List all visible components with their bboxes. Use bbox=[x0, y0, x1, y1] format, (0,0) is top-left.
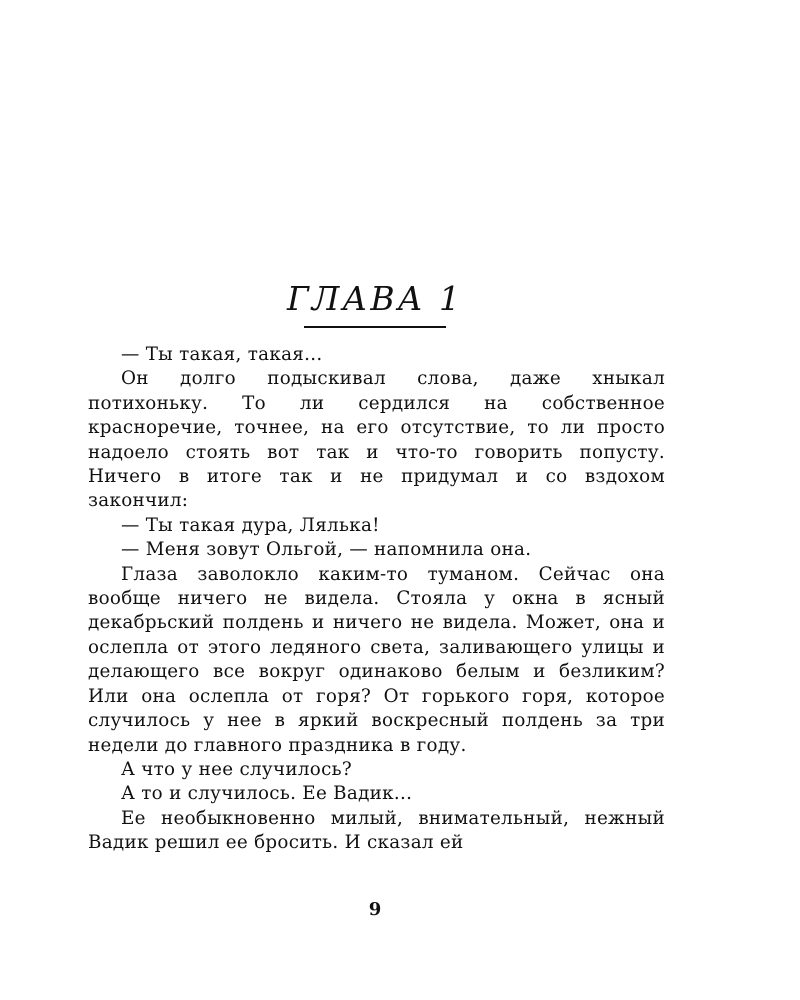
paragraph: А то и случилось. Ее Вадик... bbox=[121, 783, 413, 805]
paragraph: Ее необыкновенно милый, внимательный, нежный Вадик решил ее бросить. И сказал ей bbox=[88, 807, 665, 854]
body-text bbox=[88, 343, 665, 856]
paragraph: А что у нее случилось? bbox=[121, 758, 352, 780]
chapter-title: ГЛАВА 1 bbox=[286, 279, 464, 318]
chapter-title-underline bbox=[304, 326, 446, 328]
page-number: 9 bbox=[368, 899, 382, 920]
paragraph: — Ты такая дура, Лялька! bbox=[121, 514, 380, 536]
paragraph: — Меня зовут Ольгой, — напомнила она. bbox=[121, 539, 532, 561]
paragraph: — Ты такая, такая... bbox=[121, 344, 323, 365]
paragraph: Глаза заволокло каким-то туманом. Сейчас она вообще ничего не видела. Стояла у окна в ясный декабрьский полдень и ничего не видела. Может, она и ослепла от этого ледяного света, заливающего улицы и делающего все вокруг одинаково белым и безликим? Или она ослепла от горя? От горького горя, которое случилось у нее в яркий воскресный полдень за три недели до главного праздника в году. bbox=[88, 563, 665, 756]
paragraph: Он долго подыскивал слова, даже хныкал потихоньку. То ли сердился на собственное красноречие, точнее, на его отсутствие, то ли просто надоело стоять вот так и что-то говорить попусту. Ничего в итоге так и не придумал и со вздохом закончил: bbox=[88, 368, 665, 512]
